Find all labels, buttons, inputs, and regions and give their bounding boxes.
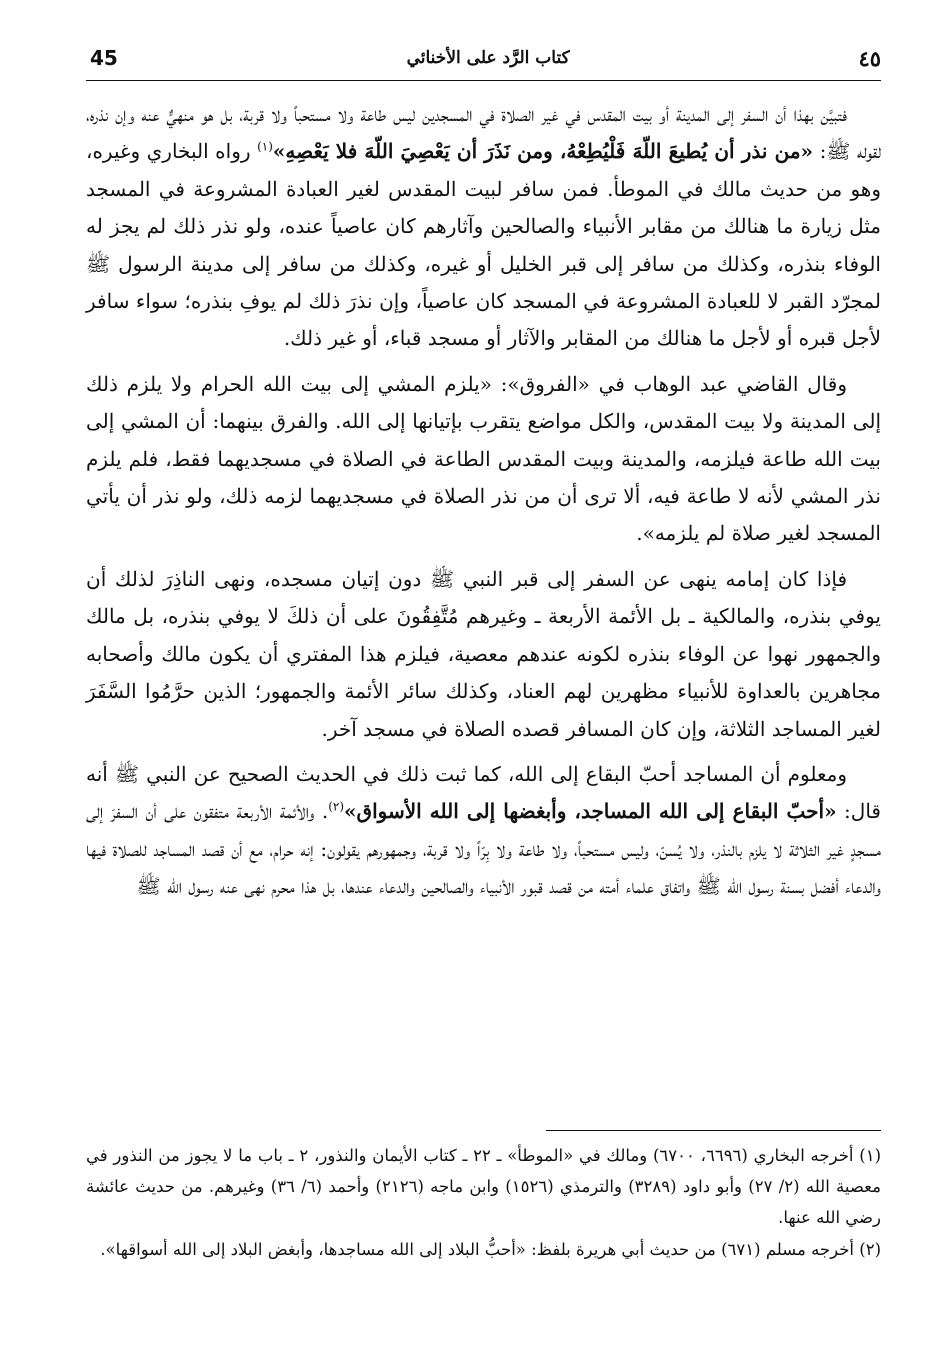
hadith-quote-1: «من نذر أن يُطيعَ اللّهَ فَلْيُطِعْهُ، ومن نَذَرَ أن يَعْصِيَ اللّهَ فلا يَعْصِهِ» (272, 139, 814, 164)
paragraph-1-text-b: رواه البخاري وغيره، وهو من حديث مالك في الموطأ. فمن سافر لبيت المقدس لغير العبادة المشروعة في المسجد مثل زيارة ما هنالك من مقابر الأنبياء والصالحين وآثارهم كان عاصياً عنده، ولو نذر ذلك لم يجز له الوفاء بنذره، وكذلك من سافر إلى قبر الخليل أو غيره، وكذلك من سافر إلى مدينة الرسول ﷺ لمجرّد القبر لا للعبادة المشروعة في المسجد كان عاصياً، وإن نذرَ ذلك لم يوفِ بنذره؛ سواء سافر لأجل قبره أو لأجل ما هنالك من المقابر والآثار أو مسجد قباء، أو غير ذلك. (86, 139, 881, 351)
header-rule (86, 80, 881, 81)
paragraph-1 (86, 96, 881, 358)
footnote-1: (١) أخرجه البخاري (٦٦٩٦، ٦٧٠٠) ومالك في «الموطأ» ـ ٢٢ ـ كتاب الأيمان والنذور، ٢ ـ باب ما لا يجوز من النذور في معصية الله (٢/ ٢٧) وأبو داود (٣٢٨٩) والترمذي (١٥٢٦) وابن ماجه (٢١٢٦) وأحمد (٦/ ٣٦) وغيرهم. من حديث عائشة رضي الله عنها. (86, 1146, 882, 1228)
footnote-2: (٢) أخرجه مسلم (٦٧١) من حديث أبي هريرة بلفظ: «أحبُّ البلاد إلى الله مساجدها، وأبغض البلاد إلى الله أسواقها». (100, 1239, 881, 1259)
footnote-ref-1: (١) (257, 139, 273, 154)
paragraph-4 (86, 756, 881, 906)
paragraph-1-text-a: فتبيَّن بهذا أن السفر إلى المدينة أو بيت المقدس في غير الصلاة في المسجدين ليس طاعة ولا مستحباً ولا قربة، بل هو منهيٌّ عنه وإن نذره، لقوله ﷺ: (86, 102, 882, 164)
footnote-separator (546, 1130, 881, 1131)
main-text (86, 96, 881, 906)
page-number-latin: 45 (90, 46, 118, 70)
paragraph-4-text-b: . والأئمة الأربعة متفقون على أن السفرَ إلى مسجدٍ غير الثلاثة لا يلزم بالنذر، ولا يُسنّ، وليس مستحباً، ولا طاعة ولا بِرّاً ولا قربة، وجمهورهم يقولون: إنه حرام، مع أن قصد المساجد للصلاة فيها والدعاء أفضل بسنة رسول الله ﷺ واتفاق علماء أمته من قصد قبور الأنبياء والصالحين والدعاء عندها، بل هذا محرم نهى عنه رسول الله ﷺ (86, 799, 881, 899)
footnote-ref-2: (٢) (328, 799, 345, 814)
paragraph-2: وقال القاضي عبد الوهاب في «الفروق»: «يلزم المشي إلى بيت الله الحرام ولا يلزم ذلك إلى المدينة ولا بيت المقدس، والكل مواضع يتقرب بإتيانها إلى الله. والفرق بينهما: أن المشي إلى بيت الله طاعة فيلزمه، والمدينة وبيت المقدس الطاعة في الصلاة في مسجديهما فقط، فلم يلزم نذر المشي لأنه لا طاعة فيه، ألا ترى أن من نذر الصلاة في مسجديهما لزمه ذلك، ولو نذر أن يأتي المسجد لغير صلاة لم يلزمه». (86, 371, 881, 546)
page-header (90, 38, 881, 78)
paragraph-4-text-a: ومعلوم أن المساجد أحبّ البقاع إلى الله، كما ثبت ذلك في الحديث الصحيح عن النبي ﷺ أنه قال: (86, 761, 881, 824)
running-title: كتاب الرَّد على الأخنائي (406, 48, 570, 68)
footnotes (86, 1140, 881, 1265)
page-number-arabic: ٤٥ (858, 45, 881, 71)
paragraph-3: فإذا كان إمامه ينهى عن السفر إلى قبر النبي ﷺ دون إتيان مسجده، ونهى الناذِرَ لذلك أن يوفي بنذره، والمالكية ـ بل الأئمة الأربعة ـ وغيرهم مُتَّفِقُونَ على أن ذلكَ لا يوفي بنذره، بل مالك والجمهور نهوا عن الوفاء بنذره لكونه عندهم معصية، فيلزم هذا المفتري أن يكون مالك وأصحابه مجاهرين بالعداوة للأنبياء مظهرين لهم العناد، وكذلك سائر الأئمة والجمهور؛ الذين حرَّمُوا السَّفَرَ لغير المساجد الثلاثة، وإن كان المسافر قصده الصلاة في مسجد آخر. (86, 566, 881, 741)
hadith-quote-2: «أحبّ البقاع إلى الله المساجد، وأبغضها إلى الله الأسواق» (344, 799, 837, 824)
